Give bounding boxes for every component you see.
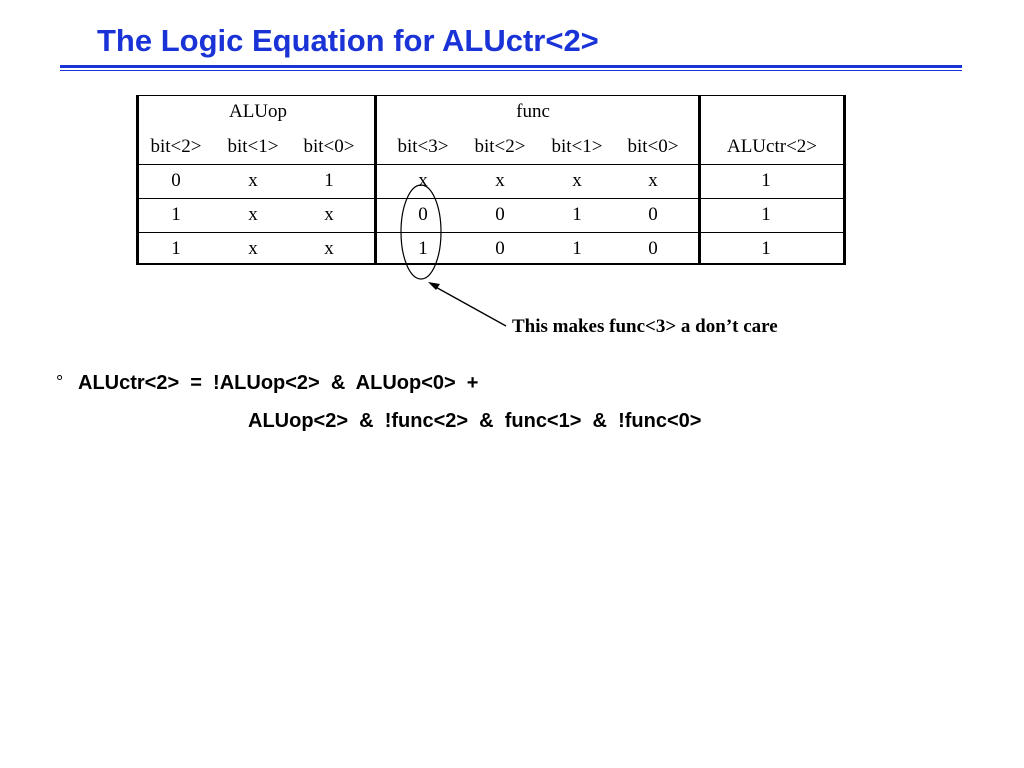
table-cell: x	[248, 238, 258, 259]
column-header: bit<1>	[227, 136, 279, 157]
table-cell: 1	[324, 170, 334, 191]
table-cell: 1	[572, 204, 582, 225]
table-cell: x	[248, 204, 258, 225]
column-header: bit<0>	[627, 136, 679, 157]
equation-line-2: ALUop<2> & !func<2> & func<1> & !func<0>	[248, 410, 702, 432]
bullet-icon: °	[56, 372, 64, 392]
table-cell: x	[648, 170, 658, 191]
table-cell: 1	[171, 238, 181, 259]
group-header-func: func	[516, 101, 550, 122]
column-header: bit<2>	[474, 136, 526, 157]
table-cell: 0	[418, 204, 428, 225]
annotation-arrow-line	[432, 285, 506, 326]
equation-line-1: ALUctr<2> = !ALUop<2> & ALUop<0> +	[78, 372, 479, 394]
table-cell: x	[324, 238, 334, 259]
column-header: ALUctr<2>	[726, 136, 818, 157]
table-cell: 0	[648, 204, 658, 225]
highlight-ellipse	[401, 185, 441, 279]
column-header: bit<2>	[150, 136, 202, 157]
table-cell: x	[248, 170, 258, 191]
column-header: bit<3>	[397, 136, 449, 157]
table-cell: 0	[648, 238, 658, 259]
page-title: The Logic Equation for ALUctr<2>	[97, 23, 599, 58]
table-cell: x	[495, 170, 505, 191]
column-header: bit<0>	[303, 136, 355, 157]
table-cell: 0	[495, 238, 505, 259]
table-cell: 1	[761, 170, 771, 191]
table-cell: 1	[418, 238, 428, 259]
annotation-note: This makes func<3> a don’t care	[512, 316, 778, 337]
table-cell: x	[572, 170, 582, 191]
table-cell: x	[418, 170, 428, 191]
table-cell: 0	[495, 204, 505, 225]
group-header-aluop: ALUop	[228, 101, 288, 122]
table-cell: 1	[171, 204, 181, 225]
table-cell: 1	[761, 238, 771, 259]
table-cell: x	[324, 204, 334, 225]
table-cell: 0	[171, 170, 181, 191]
table-cell: 1	[572, 238, 582, 259]
table-cell: 1	[761, 204, 771, 225]
column-header: bit<1>	[551, 136, 603, 157]
